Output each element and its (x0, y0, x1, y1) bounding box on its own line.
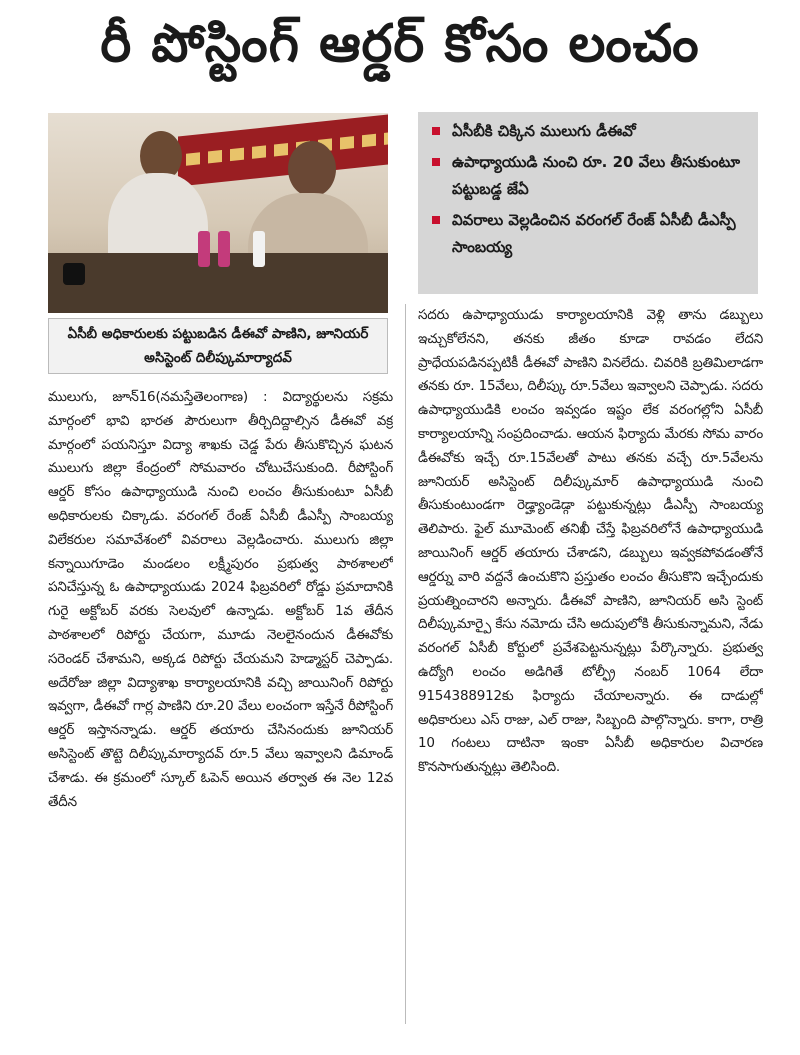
backdrop-banner (178, 113, 388, 186)
person-head (288, 141, 336, 197)
highlight-item: ఉపాధ్యాయుడి నుంచి రూ. 20 వేలు తీసుకుంటూ పట్టుబడ్డ జేఏ (432, 149, 744, 203)
bullet-square-icon (432, 158, 440, 166)
photo-caption: ఏసీబీ అధికారులకు పట్టుబడిన డీఈవో పాణిని, జూనియర్ అసిస్టెంట్ దిలీప్కుమార్యాదవ్ (48, 318, 388, 374)
highlight-item: ఏసీబీకి చిక్కిన ములుగు డీఈవో (432, 118, 744, 145)
bottle (198, 231, 210, 267)
article-text: సదరు ఉపాధ్యాయుడు కార్యాలయానికి వెళ్లి తాను డబ్బులు ఇచ్చుకోలేనని, తనకు జీతం కూడా రావడం లేదని ప్రాధేయపడినప్పటికీ డీఈవో పాణిని వినలేదు. చివరికి బ్రతిమిలాడగా తనకు రూ. 15వేలు, దిలీప్కు రూ.5వేలు ఇవ్వాలని చెప్పాడు. సదరు ఉపాధ్యాయుడికి లంచం ఇవ్వడం ఇష్టం లేక వరంగల్లోని ఏసీబీ కార్యాలయాన్ని సంప్రదించాడు. ఆయన ఫిర్యాదు మేరకు సోమ వారం డీఈవోకు ఇచ్చే రూ.15వేలతో పాటు తనకు వచ్చే రూ.5వేలను జూనియర్ అసిస్టెంట్ దిలీప్కుమార్ ఉపాధ్యాయుడి నుంచి తీసుకుంటుండగా రెడ్హ్యాండెడ్గా పట్టుకున్నట్లు డీఎస్పీ సాంబయ్య తెలిపారు. ఫైల్ మూమెంట్ తనిఖీ చేస్తే ఫిబ్రవరిలోనే ఉపాధ్యాయుడి జాయినింగ్ ఆర్డర్ తయారు చేశాడని, డబ్బులు ఇవ్వకపోవడంతోనే ఆర్డర్ను వారి వద్దనే ఉంచుకొని ప్రస్తుతం లంచం తీసుకొని ఇచ్చేందుకు ప్రయత్నించారని అన్నారు. డీఈవో పాణిని, జూనియర్ అసి స్టెంట్ దిలీప్కుమార్పై కేసు నమోదు చేసి అదుపులోకి తీసుకున్నామని, నేడు వరంగల్ ఏసీబీ కోర్టులో ప్రవేశపెట్టనున్నట్లు పేర్కొన్నారు. ప్రభుత్వ ఉద్యోగి లంచం అడిగితే టోల్ఫ్రీ నంబర్ 1064 లేదా 9154388912కు ఫిర్యాదు చేయాలన్నారు. ఈ దాడుల్లో అధికారులు ఎస్ రాజు, ఎల్ రాజు, సిబ్బంది పాల్గొన్నారు. కాగా, రాత్రి 10 గంటలు దాటినా ఇంకా ఏసీబీ అధికారుల విచారణ కొనసాగుతున్నట్లు తెలిసింది. (418, 307, 763, 776)
article-column-2 (418, 304, 763, 1024)
bottle (218, 231, 230, 267)
bottle (253, 231, 265, 267)
article-text: ములుగు, జూన్16(నమస్తేతెలంగాణ) : విద్యార్థులను సక్రమ మార్గంలో భావి భారత పౌరులుగా తీర్చిదిద్దాల్సిన డీఈవో వక్ర మార్గంలో పయనిస్తూ విద్యా శాఖకు చెడ్డ పేరు తీసుకొచ్చిన ఘటన ములుగు జిల్లా కేంద్రంలో సోమవారం చోటుచేసుకుంది. రీపోస్టింగ్ ఆర్డర్ కోసం ఉపాధ్యాయుడి నుంచి లంచం తీసుకుంటూ ఏసీబీ అధికారులకు చిక్కాడు. వరంగల్ రేంజ్ ఏసీబీ డీఎస్పీ సాంబయ్య విలేకరుల సమావేశంలో వివరాలు వెల్లడించారు. ములుగు జిల్లా కన్నాయిగూడెం మండలం లక్ష్మీపురం ప్రభుత్వ పాఠశాలలో పనిచేస్తున్న ఓ ఉపాధ్యాయుడు 2024 ఫిబ్రవరిలో రోడ్డు ప్రమాదానికి గురై అక్టోబర్ వరకు సెలవులో ఉన్నాడు. అక్టోబర్ 1వ తేదీన పాఠశాలలో రిపోర్టు చేయగా, మూడు నెలలైనందున డీఈవోకు సరెండర్ చేశామని, అక్కడ రిపోర్టు చేయమని హెడ్మాస్టర్ చెప్పాడు. అదేరోజు జిల్లా విద్యాశాఖ కార్యాలయానికి వచ్చి జాయినింగ్ రిపోర్టు ఇవ్వగా, డీఈవో గార్ల పాణిని రూ.20 వేలు లంచంగా ఇస్తేనే రీపోస్టింగ్ ఆర్డర్ ఇస్తానన్నాడు. ఆర్డర్ తయారు చేసినందుకు జూనియర్ అసిస్టెంట్ తొట్టె దిలీప్కుమార్యాదవ్ రూ.5 వేలు ఇవ్వాలని డిమాండ్ చేశాడు. ఈ క్రమంలో స్కూల్ ఓపెన్ అయిన తర్వాత ఈ నెల 12వ తేదీన (48, 389, 393, 810)
bullet-square-icon (432, 127, 440, 135)
article-column-1 (48, 386, 393, 1026)
microphone-icon (63, 263, 85, 285)
news-photo (48, 113, 388, 313)
highlights-box (418, 112, 758, 294)
headline: రీ పోస్టింగ్ ఆర్డర్ కోసం లంచం (100, 13, 700, 74)
column-divider (405, 304, 406, 1024)
highlight-item: వివరాలు వెల్లడించిన వరంగల్ రేంజ్ ఏసీబీ డీఎస్పీ సాంబయ్య (432, 207, 744, 261)
bullet-square-icon (432, 216, 440, 224)
